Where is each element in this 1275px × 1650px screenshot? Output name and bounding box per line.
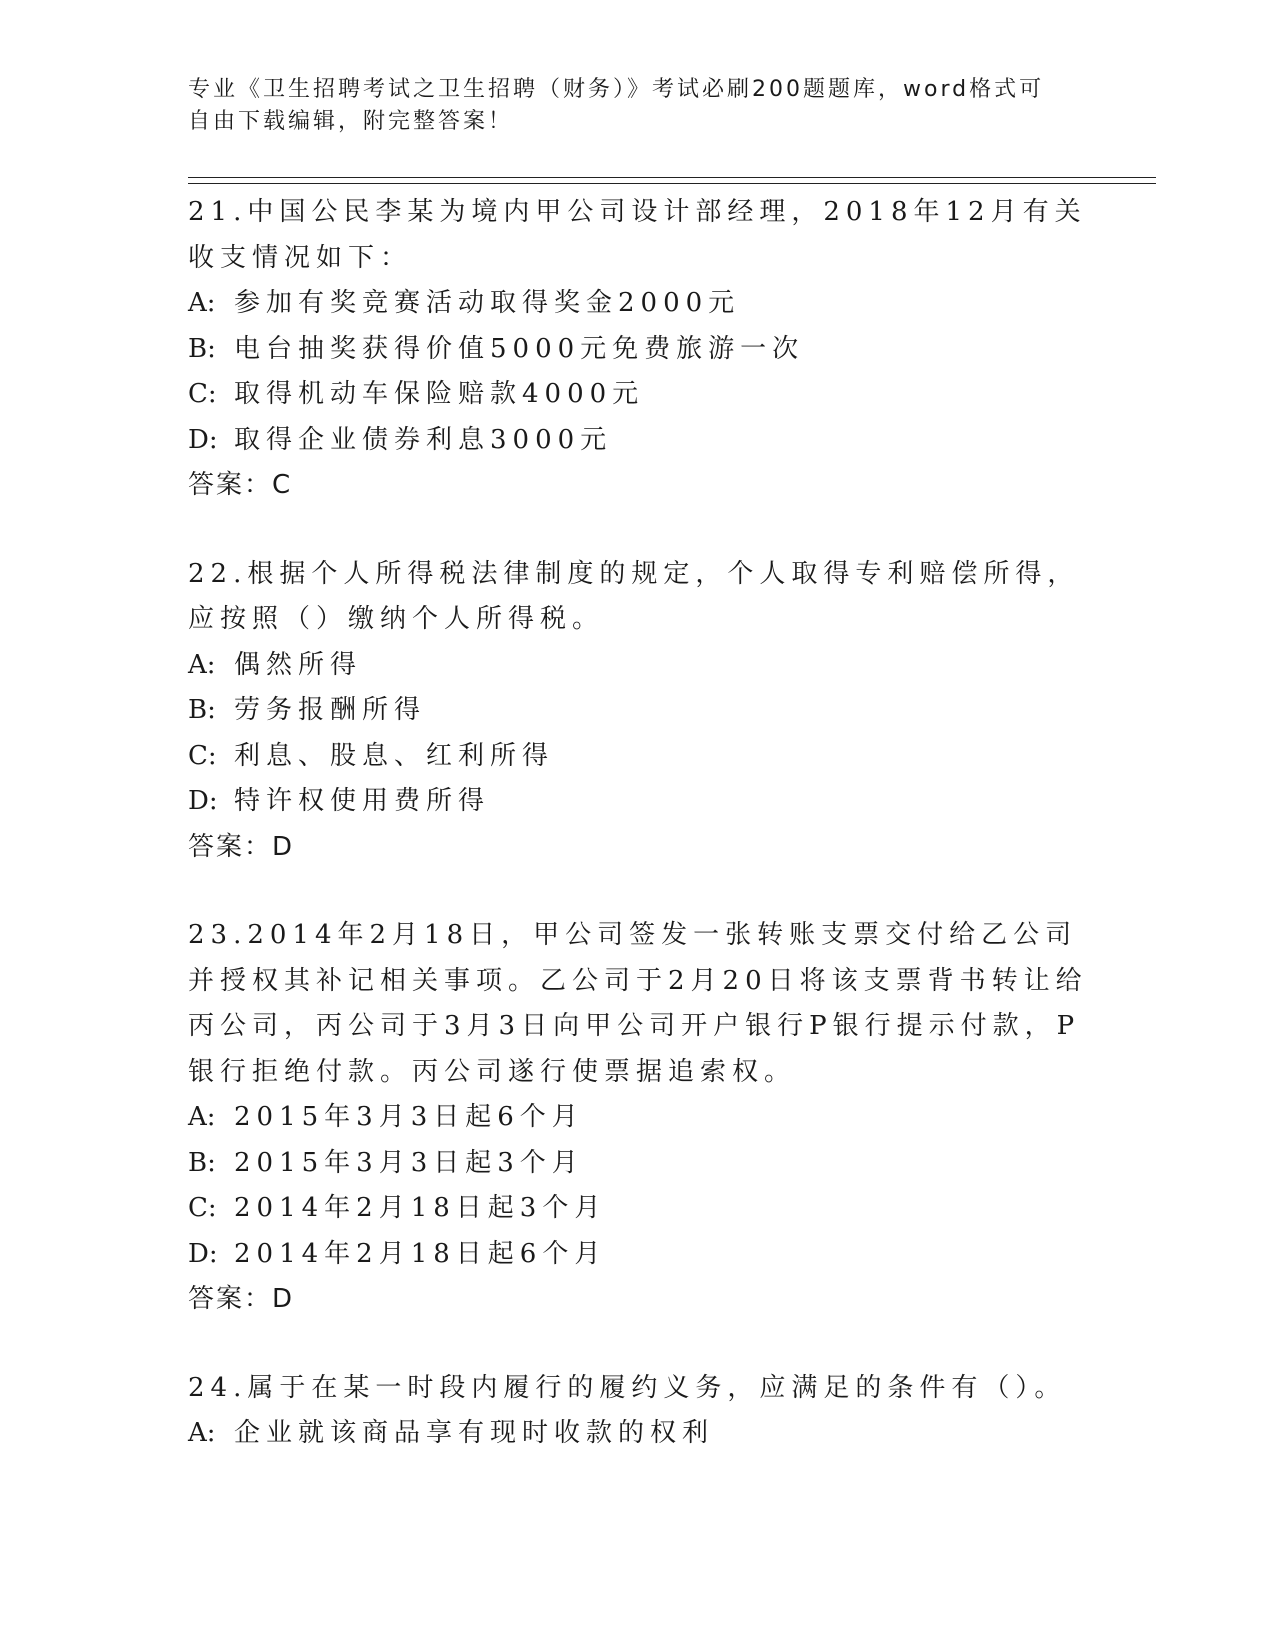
option-c (188, 734, 1088, 780)
option-key: D: (188, 424, 218, 455)
answer-line: 答案：C (188, 470, 293, 500)
question-stem: 21.中国公民李某为境内甲公司设计部经理，2018年12月有关收支情况如下： (188, 197, 1087, 273)
option-b (188, 327, 1088, 373)
option-text: 2014年2月18日起3个月 (234, 1193, 607, 1223)
option-text: 利息、股息、红利所得 (234, 740, 555, 771)
option-d (188, 779, 1088, 825)
header-divider-top (188, 177, 1156, 178)
option-key: A: (188, 288, 216, 318)
option-a (188, 281, 1088, 327)
option-text: 取得机动车保险赔款4000元 (234, 379, 645, 409)
question-21 (188, 190, 1088, 509)
option-key: A: (188, 1102, 216, 1132)
option-a (188, 643, 1088, 689)
option-text: 企业就该商品享有现时收款的权利 (234, 1418, 715, 1448)
option-key: A: (188, 1418, 216, 1448)
question-stem: 24.属于在某一时段内履行的履约义务，应满足的条件有（）。 (188, 1372, 1067, 1403)
option-text: 取得企业债券利息3000元 (234, 424, 613, 455)
option-b (188, 688, 1088, 734)
option-c (188, 1186, 1088, 1232)
question-list (188, 190, 1088, 1500)
question-stem: 23.2014年2月18日，甲公司签发一张转账支票交付给乙公司并授权其补记相关事项。乙公司于2月20日将该支票背书转让给丙公司，丙公司于3月3日向甲公司开户银行P银行提示付款，P银行拒绝付款。丙公司遂行使票据追索权。 (188, 920, 1088, 1087)
header-divider-bottom (188, 183, 1156, 184)
question-22 (188, 552, 1088, 871)
option-d (188, 418, 1088, 464)
answer-line: 答案：D (188, 1284, 295, 1314)
option-text: 偶然所得 (234, 649, 363, 680)
option-key: C: (188, 740, 217, 771)
option-text: 特许权使用费所得 (234, 786, 491, 816)
option-text: 2015年3月3日起6个月 (234, 1102, 584, 1132)
option-key: C: (188, 379, 217, 409)
option-text: 参加有奖竞赛活动取得奖金2000元 (234, 288, 741, 318)
option-key: C: (188, 1193, 217, 1223)
question-stem: 22.根据个人所得税法律制度的规定，个人取得专利赔偿所得，应按照（）缴纳个人所得税。 (188, 558, 1080, 634)
question-24 (188, 1366, 1088, 1457)
option-text: 劳务报酬所得 (234, 695, 427, 725)
option-key: D: (188, 1238, 218, 1269)
answer-line: 答案：D (188, 831, 295, 862)
option-key: D: (188, 786, 218, 816)
option-text: 2014年2月18日起6个月 (234, 1238, 607, 1269)
option-c (188, 372, 1088, 418)
option-text: 2015年3月3日起3个月 (234, 1147, 584, 1178)
option-key: B: (188, 695, 216, 725)
option-a (188, 1095, 1088, 1141)
document-header: 专业《卫生招聘考试之卫生招聘（财务）》考试必刷200题题库，word格式可自由下载编辑，附完整答案！ (188, 77, 1045, 134)
option-d (188, 1232, 1088, 1278)
question-23 (188, 913, 1088, 1323)
option-key: B: (188, 1147, 216, 1178)
option-key: B: (188, 333, 216, 364)
option-key: A: (188, 649, 216, 680)
option-text: 电台抽奖获得价值5000元免费旅游一次 (234, 333, 805, 364)
option-a (188, 1411, 1088, 1457)
option-b (188, 1141, 1088, 1187)
